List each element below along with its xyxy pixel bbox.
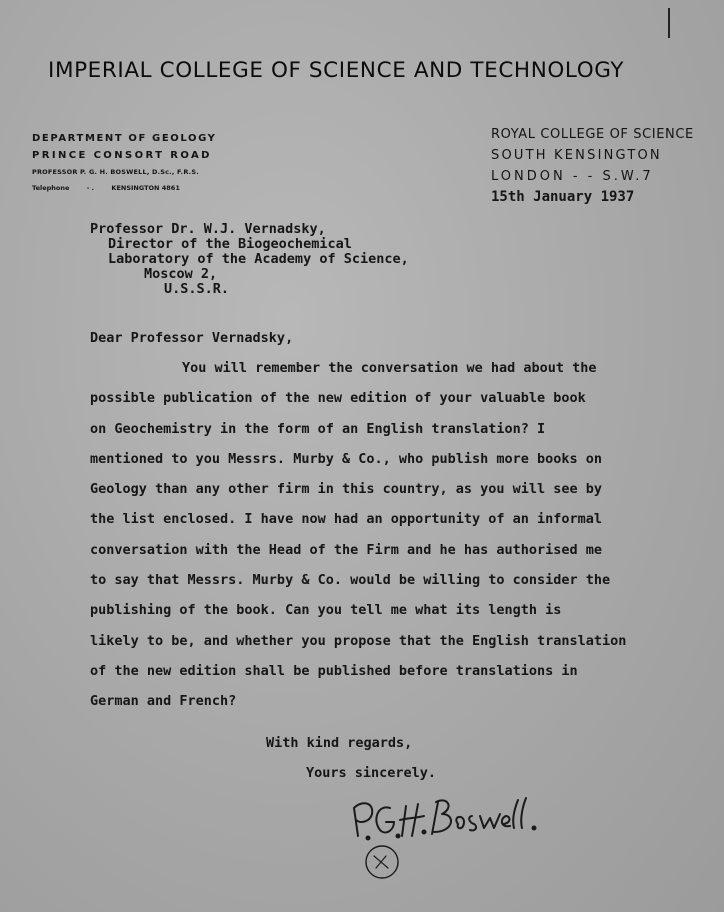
body-line: likely to be, and whether you propose that the English translation: [90, 632, 627, 649]
handwritten-signature: [348, 786, 548, 896]
letter-date: 15th January 1937: [491, 189, 635, 205]
letter-body: [90, 358, 720, 722]
closing-sign-off: Yours sincerely.: [306, 765, 437, 781]
edge-mark: [668, 8, 670, 38]
salutation: Dear Professor Vernadsky,: [90, 330, 294, 346]
body-line: mentioned to you Messrs. Murby & Co., who publish more books on: [90, 450, 603, 467]
body-line: to say that Messrs. Murby & Co. would be willing to consider the: [90, 572, 611, 589]
letterhead-left-block: [32, 130, 217, 196]
body-line: Geology than any other firm in this country, as you will see by: [90, 481, 603, 498]
college-line: ROYAL COLLEGE OF SCIENCE: [491, 127, 694, 142]
telephone-separator: - .: [86, 184, 95, 192]
recipient-line: U.S.S.R.: [164, 281, 230, 297]
telephone-number: KENSINGTON 4861: [111, 184, 180, 192]
recipient-address: [90, 222, 409, 297]
professor-line: PROFESSOR P. G. H. BOSWELL, D.Sc., F.R.S.: [32, 168, 199, 176]
body-line: possible publication of the new edition of your valuable book: [90, 390, 586, 407]
district-line: SOUTH KENSINGTON: [491, 148, 662, 163]
closing-regards: With kind regards,: [266, 735, 413, 751]
recipient-line: Professor Dr. W.J. Vernadsky,: [90, 221, 326, 237]
department-line: DEPARTMENT OF GEOLOGY: [32, 133, 217, 144]
telephone-label: Telephone: [32, 184, 70, 192]
recipient-line: Moscow 2,: [144, 266, 218, 282]
body-line: on Geochemistry in the form of an English translation? I: [90, 420, 546, 437]
body-line: German and French?: [90, 693, 237, 710]
body-line: the list enclosed. I have now had an opportunity of an informal: [90, 511, 603, 528]
city-line: LONDON - - S.W.7: [491, 169, 654, 184]
body-line: of the new edition shall be published before translations in: [90, 662, 578, 679]
body-line: conversation with the Head of the Firm and he has authorised me: [90, 541, 603, 558]
body-line: publishing of the book. Can you tell me what its length is: [90, 602, 562, 619]
letterhead-title: IMPERIAL COLLEGE OF SCIENCE AND TECHNOLOGY: [48, 58, 625, 83]
address-road-line: PRINCE CONSORT ROAD: [32, 150, 212, 161]
letterhead-right-block: [491, 124, 694, 187]
telephone-line: [32, 180, 217, 196]
body-line: You will remember the conversation we had about the: [182, 360, 597, 376]
recipient-line: Laboratory of the Academy of Science,: [108, 251, 409, 267]
recipient-line: Director of the Biogeochemical: [108, 236, 352, 252]
